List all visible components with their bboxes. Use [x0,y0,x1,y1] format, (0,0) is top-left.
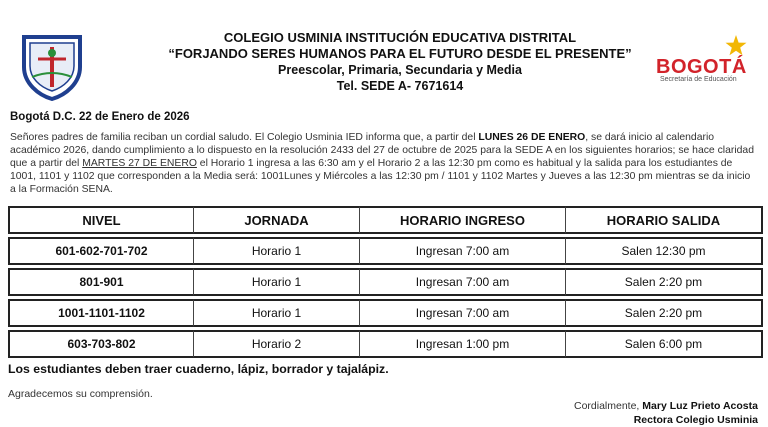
column-header: HORARIO INGRESO [359,206,565,234]
star-icon [724,34,748,58]
table-cell-salida: Salen 12:30 pm [565,237,763,265]
table-cell-nivel: 601-602-701-702 [8,237,193,265]
table-row [8,268,763,296]
bogota-wordmark: BOGOTÁ [656,56,747,78]
paragraph-part-2: , se dará inicio al calendario académico 2026, dando cumplimiento a lo dispuesto en la resolución 2433 del 27 de octubre de 2025 para la SEDE A en los siguientes horarios; se hace claridad que a partir del [10,132,754,169]
column-header: HORARIO SALIDA [565,206,763,234]
table-row [8,237,763,265]
table-cell-ingreso: Ingresan 1:00 pm [359,330,565,358]
table-row [8,330,763,358]
closing-text: Cordialmente, [573,400,643,412]
table-cell-ingreso: Ingresan 7:00 am [359,268,565,296]
table-cell-salida: Salen 2:20 pm [565,268,763,296]
school-levels: Preescolar, Primaria, Secundaria y Media [278,63,522,77]
column-header: JORNADA [193,206,359,234]
signer-name: Mary Luz Prieto Acosta [642,400,758,412]
table-cell-jornada: Horario 1 [193,268,359,296]
school-shield-logo [18,33,86,101]
table-cell-jornada: Horario 1 [193,237,359,265]
column-header: NIVEL [8,206,193,234]
table-cell-jornada: Horario 1 [193,299,359,327]
table-cell-jornada: Horario 2 [193,330,359,358]
bogota-subtitle: Secretaría de Educación [660,76,737,83]
paragraph-part-1: Señores padres de familia reciban un cordial saludo. El Colegio Usminia IED informa que, a partir del [10,132,479,143]
school-phone: Tel. SEDE A- 7671614 [336,79,464,93]
table-cell-salida: Salen 2:20 pm [565,299,763,327]
signer-role: Rectora Colegio Usminia [633,414,758,426]
paragraph-bold-date: LUNES 26 DE ENERO [478,132,586,143]
schedule-table [8,203,763,361]
table-cell-ingreso: Ingresan 7:00 am [359,237,565,265]
document-header [120,30,680,94]
table-cell-nivel: 801-901 [8,268,193,296]
body-paragraph [10,131,758,196]
school-name: COLEGIO USMINIA INSTITUCIÓN EDUCATIVA DISTRITAL [223,30,577,45]
materials-note: Los estudiantes deben traer cuaderno, lápiz, borrador y tajalápiz. [8,362,389,376]
paragraph-underlined-date: MARTES 27 DE ENERO [82,158,197,169]
school-motto: “FORJANDO SERES HUMANOS PARA EL FUTURO DESDE EL PRESENTE” [168,46,632,61]
document-date: Bogotá D.C. 22 de Enero de 2026 [10,111,190,123]
bogota-logo [656,34,748,86]
paragraph-part-3: el Horario 1 ingresa a las 6:30 am y el Horario 2 a las 12:30 pm como es habitual y la salida para los estudiantes de 1001, 1101 y 1102 que corresponden a la Media será: 1001Lunes y Miércoles a las 12:30 pm / 1101 y 1102 Martes y Jueves a las 12:30 pm mientras se da inicio a la Formación SENA. [10,158,751,195]
table-cell-ingreso: Ingresan 7:00 am [359,299,565,327]
table-row [8,299,763,327]
signature-line [574,400,758,412]
table-cell-salida: Salen 6:00 pm [565,330,763,358]
table-header-row [8,206,763,234]
table-cell-nivel: 603-703-802 [8,330,193,358]
table-cell-nivel: 1001-1101-1102 [8,299,193,327]
thanks-line: Agradecemos su comprensión. [8,388,153,400]
